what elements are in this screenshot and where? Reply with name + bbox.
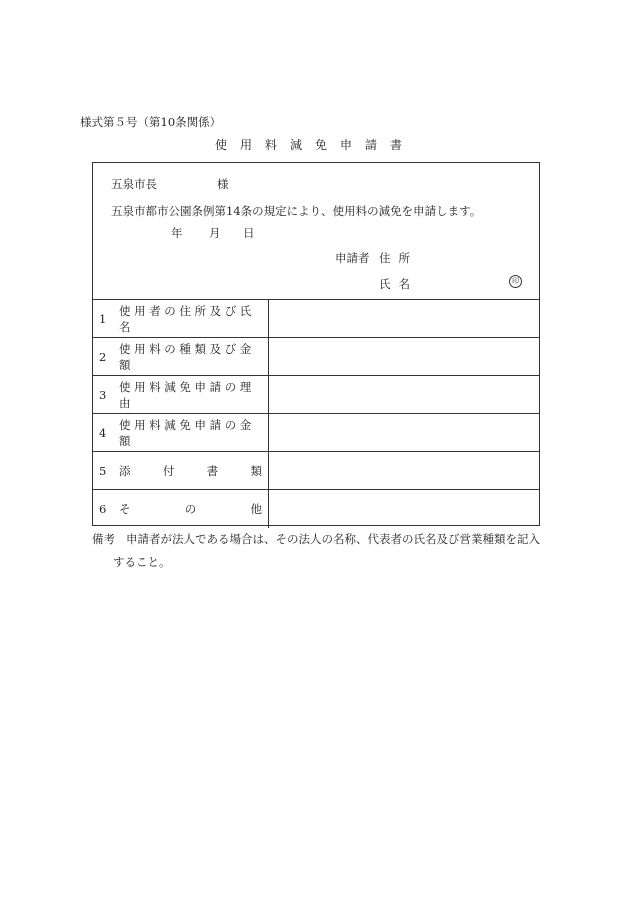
row-label: [119, 463, 268, 479]
row-label-char: 他: [250, 502, 262, 516]
row-number: 3: [99, 387, 107, 402]
row-label-cell: [93, 414, 269, 451]
form-row-reduction-reason: [93, 376, 539, 414]
addressee: 五泉市長: [111, 177, 157, 191]
row-label: 使用者の住所及び氏名: [119, 303, 255, 334]
row-value-field[interactable]: [269, 338, 539, 375]
note-label: 備考: [92, 532, 115, 546]
application-form: [92, 162, 540, 526]
row-label-char: そ: [119, 502, 131, 516]
form-row-attachments: [93, 452, 539, 490]
row-label-char: 書: [206, 463, 219, 478]
applicant-address-label: 住所: [379, 251, 418, 265]
seal-mark-icon: 印: [509, 275, 522, 288]
row-label-char: 付: [162, 463, 175, 478]
date-month-label: 月: [209, 226, 221, 240]
row-number: 6: [99, 502, 107, 516]
row-number: 1: [99, 311, 107, 326]
row-number: 4: [99, 425, 107, 440]
applicant-label: 申請者: [335, 251, 370, 265]
form-header-section: [93, 163, 539, 300]
row-label-char: 類: [250, 463, 262, 478]
honorific: 様: [217, 177, 229, 191]
row-label-cell: [93, 338, 269, 375]
row-value-field[interactable]: [269, 414, 539, 451]
row-label: 使用料の種類及び金額: [119, 341, 255, 372]
row-label: [119, 501, 268, 517]
row-value-field[interactable]: [269, 490, 539, 528]
row-label-char: の: [184, 502, 197, 516]
form-row-reduction-amount: [93, 414, 539, 452]
form-row-other: [93, 490, 539, 528]
row-number: 5: [99, 463, 107, 478]
form-number-label: 様式第５号（第10条関係）: [80, 115, 222, 129]
row-label-char: 添: [119, 463, 131, 478]
row-label-cell: [93, 490, 269, 528]
row-value-field[interactable]: [269, 452, 539, 489]
row-label-cell: [93, 376, 269, 413]
applicant-name-label: 氏名: [379, 277, 418, 291]
application-statement: 五泉市都市公園条例第14条の規定により、使用料の減免を申請します。: [111, 204, 482, 218]
row-label-cell: [93, 452, 269, 489]
note-text-line1: 申請者が法人である場合は、その法人の名称、代表者の氏名及び営業種類を記入: [126, 532, 540, 546]
row-value-field[interactable]: [269, 300, 539, 337]
form-title: 使用料減免申請書: [214, 138, 415, 152]
row-label-cell: [93, 300, 269, 337]
row-label: 使用料減免申請の理由: [119, 379, 255, 410]
row-number: 2: [99, 349, 107, 364]
row-value-field[interactable]: [269, 376, 539, 413]
form-row-user-address-name: [93, 300, 539, 338]
date-year-label: 年: [171, 226, 183, 240]
note-text-line2: すること。: [113, 555, 171, 569]
date-day-label: 日: [243, 226, 255, 240]
form-row-fee-type-amount: [93, 338, 539, 376]
row-label: 使用料減免申請の金額: [119, 417, 255, 448]
